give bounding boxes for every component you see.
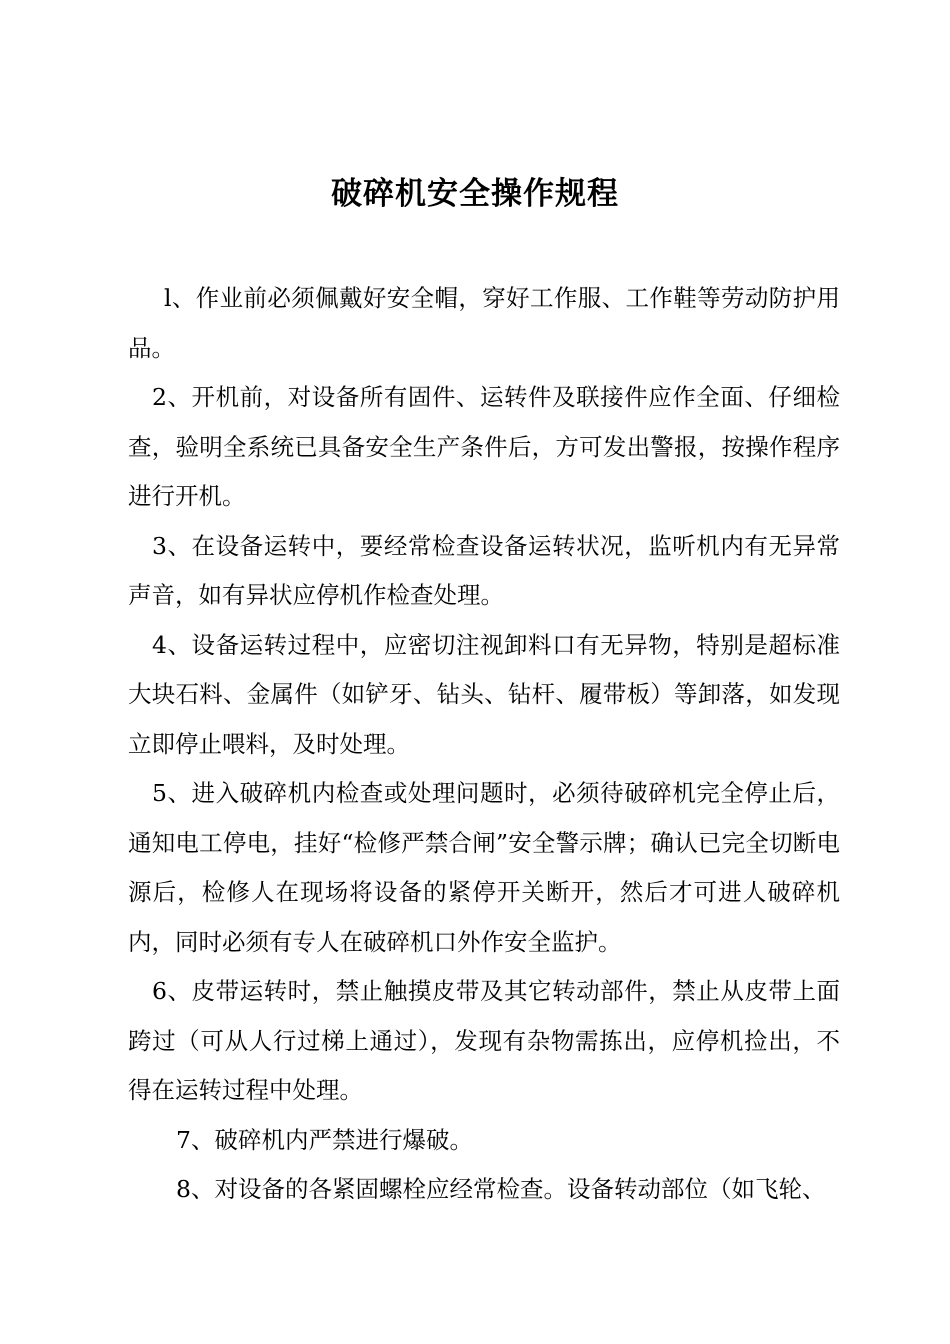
paragraph-7: 7、破碎机内严禁进行爆破。 xyxy=(176,1125,473,1154)
paragraph-4: 4、设备运转过程中，应密切注视卸料口有无异物，特别是超标准大块石料、金属件（如铲牙、钻头、钻杆、履带板）等卸落，如发现立即停止喂料，及时处理。 xyxy=(128,630,840,758)
paragraph-8: 8、对设备的各紧固螺栓应经常检查。设备转动部位（如飞轮、 xyxy=(176,1175,826,1203)
paragraph-3: 3、在设备运转中，要经常检查设备运转状况，监听机内有无异常声音，如有异状应停机作检查处理。 xyxy=(128,531,840,609)
paragraph-5: 5、进入破碎机内检查或处理问题时，必须待破碎机完全停止后，通知电工停电，挂好“检修严禁合闸”安全警示牌；确认已完全切断电源后，检修人在现场将设备的紧停开关断开，然后才可进人破碎机内，同时必须有专人在破碎机口外作安全监护。 xyxy=(128,779,840,956)
paragraph-6: 6、皮带运转时，禁止触摸皮带及其它转动部件，禁止从皮带上面跨过（可从人行过梯上通过），发现有杂物需拣出，应停机捡出，不得在运转过程中处理。 xyxy=(128,977,840,1104)
paragraph-2: 2、开机前，对设备所有固件、运转件及联接件应作全面、仔细检查，验明全系统已具备安全生产条件后，方可发出警报，按操作程序进行开机。 xyxy=(128,383,840,510)
document-body xyxy=(128,274,840,1215)
document-title: 破碎机安全操作规程 xyxy=(331,176,619,212)
paragraph-1: l、作业前必须佩戴好安全帽，穿好工作服、工作鞋等劳动防护用品。 xyxy=(128,284,840,362)
